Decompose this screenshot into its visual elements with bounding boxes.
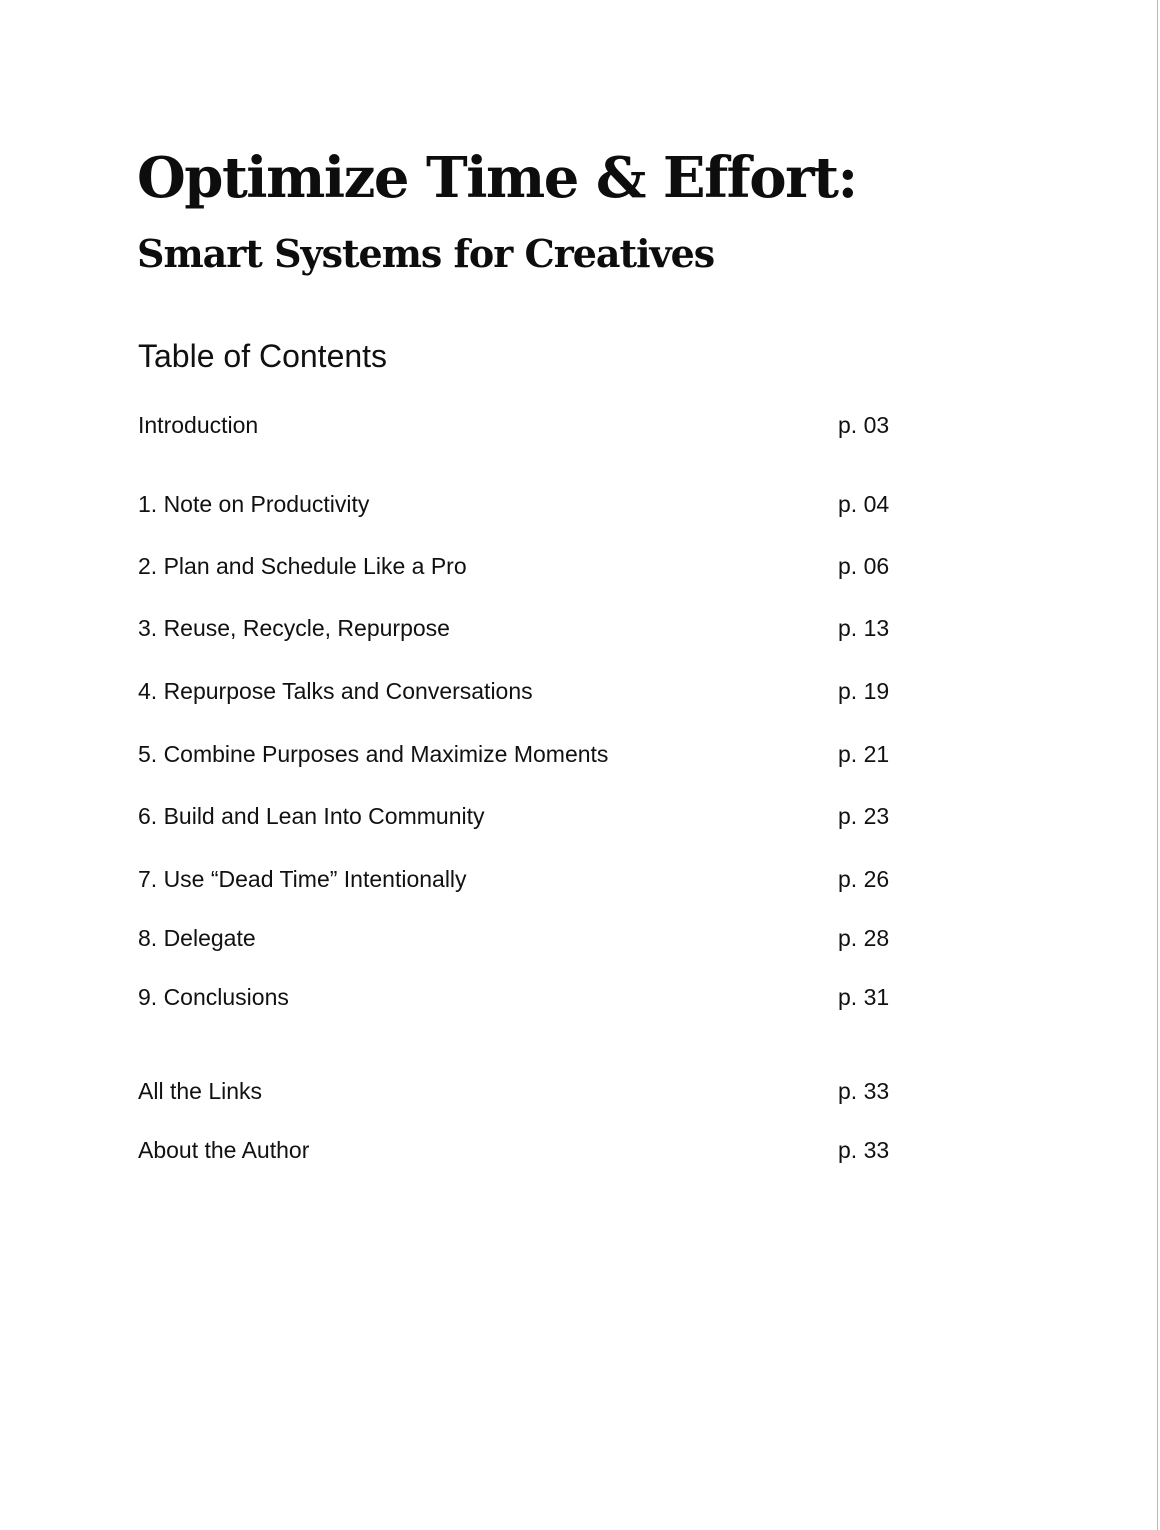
toc-entry-label: Introduction <box>138 412 259 438</box>
toc-entry-page: p. 21 <box>838 741 890 767</box>
toc-entry-chapter-2[interactable] <box>138 550 918 582</box>
toc-entry-introduction[interactable] <box>138 409 918 441</box>
page-edge-divider <box>1157 0 1158 1530</box>
toc-entry-label: 6. Build and Lean Into Community <box>138 803 485 829</box>
document-subtitle: Smart Systems for Creatives <box>137 231 715 276</box>
toc-entry-label: 9. Conclusions <box>138 984 289 1010</box>
toc-entry-page: p. 03 <box>838 412 890 438</box>
toc-entry-label: 5. Combine Purposes and Maximize Moments <box>138 741 609 767</box>
toc-heading: Table of Contents <box>138 338 388 374</box>
toc-entry-chapter-8[interactable] <box>138 922 918 954</box>
toc-entry-label: 4. Repurpose Talks and Conversations <box>138 678 533 704</box>
document-title: Optimize Time & Effort: <box>137 145 857 211</box>
toc-entry-chapter-4[interactable] <box>138 675 918 707</box>
toc-entry-label: 7. Use “Dead Time” Intentionally <box>138 866 467 892</box>
toc-entry-label: 1. Note on Productivity <box>138 491 370 517</box>
toc-entry-label: 2. Plan and Schedule Like a Pro <box>138 553 467 579</box>
toc-entry-chapter-5[interactable] <box>138 738 918 770</box>
toc-entry-page: p. 26 <box>838 866 890 892</box>
toc-entry-page: p. 19 <box>838 678 890 704</box>
toc-entry-page: p. 13 <box>838 615 890 641</box>
toc-entry-page: p. 23 <box>838 803 890 829</box>
toc-entry-page: p. 33 <box>838 1078 890 1104</box>
toc-entry-chapter-7[interactable] <box>138 863 918 895</box>
toc-entry-page: p. 04 <box>838 491 890 517</box>
toc-entry-page: p. 06 <box>838 553 890 579</box>
toc-entry-chapter-3[interactable] <box>138 612 918 644</box>
toc-entry-label: 8. Delegate <box>138 925 256 951</box>
toc-entry-label: All the Links <box>138 1078 263 1104</box>
toc-entry-page: p. 31 <box>838 984 890 1010</box>
toc-entry-chapter-6[interactable] <box>138 800 918 832</box>
toc-entry-label: About the Author <box>138 1137 310 1163</box>
toc-entry-chapter-9[interactable] <box>138 981 918 1013</box>
toc-entry-page: p. 28 <box>838 925 890 951</box>
toc-entry-label: 3. Reuse, Recycle, Repurpose <box>138 615 450 641</box>
toc-entry-page: p. 33 <box>838 1137 890 1163</box>
toc-entry-chapter-1[interactable] <box>138 488 918 520</box>
toc-entry-about-the-author[interactable] <box>138 1134 918 1166</box>
toc-entry-all-the-links[interactable] <box>138 1075 918 1107</box>
